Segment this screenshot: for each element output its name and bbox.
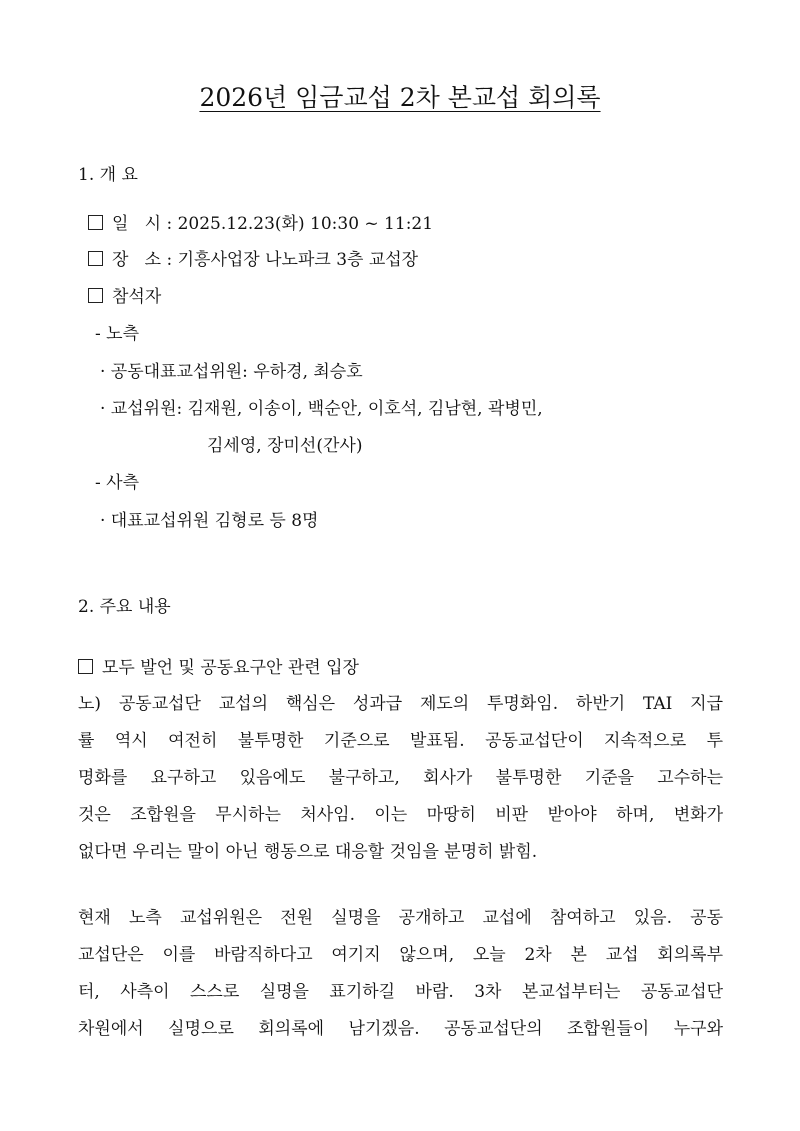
section-1-heading: 1. 개 요 — [78, 165, 138, 185]
place-label: 장 소 : — [112, 250, 173, 270]
place-value: 기흥사업장 나노파크 3층 교섭장 — [177, 250, 419, 270]
subheading-row — [78, 658, 359, 678]
paragraph-line: 차원에서 실명으로 회의록에 남기겠음. 공동교섭단의 조합원들이 누구와 — [78, 1019, 723, 1039]
paragraph-line: 명화를 요구하고 있음에도 불구하고, 회사가 불투명한 기준을 고수하는 — [78, 768, 723, 788]
paragraph-line: 률 역시 여전히 불투명한 기준으로 발표됨. 공동교섭단이 지속적으로 투 — [78, 731, 723, 751]
company-representatives: · 대표교섭위원 김형로 등 8명 — [100, 511, 319, 531]
checkbox-icon — [88, 215, 103, 230]
date-row — [88, 214, 433, 234]
attendees-label: 참석자 — [112, 287, 162, 307]
union-members-continued: 김세영, 장미선(간사) — [207, 436, 363, 456]
attendees-row — [88, 287, 161, 307]
paragraph-line: 교섭단은 이를 바람직하다고 여기지 않으며, 오늘 2차 본 교섭 회의록부 — [78, 945, 723, 965]
union-members: · 교섭위원: 김재원, 이송이, 백순안, 이호석, 김남현, 곽병민, — [100, 399, 543, 419]
paragraph-line: 것은 조합원을 무시하는 처사임. 이는 마땅히 비판 받아야 하며, 변화가 — [78, 805, 723, 825]
checkbox-icon — [88, 288, 103, 303]
paragraph-line: 현재 노측 교섭위원은 전원 실명을 공개하고 교섭에 참여하고 있음. 공동 — [78, 908, 723, 928]
union-side-label: - 노측 — [95, 324, 139, 344]
union-representatives: · 공동대표교섭위원: 우하경, 최승호 — [100, 362, 363, 382]
date-label: 일 시 : — [112, 214, 173, 234]
date-value: 2025.12.23(화) 10:30 ~ 11:21 — [177, 214, 434, 234]
paragraph-line: 터, 사측이 스스로 실명을 표기하길 바람. 3차 본교섭부터는 공동교섭단 — [78, 982, 723, 1002]
document-title: 2026년 임금교섭 2차 본교섭 회의록 — [199, 83, 601, 112]
checkbox-icon — [78, 659, 93, 674]
paragraph-line: 노) 공동교섭단 교섭의 핵심은 성과급 제도의 투명화임. 하반기 TAI 지급 — [78, 694, 723, 714]
section-2-heading: 2. 주요 내용 — [78, 597, 171, 617]
place-row — [88, 250, 418, 270]
company-side-label: - 사측 — [95, 473, 139, 493]
paragraph-line: 없다면 우리는 말이 아닌 행동으로 대응할 것임을 분명히 밝힘. — [78, 842, 538, 862]
subheading-text: 모두 발언 및 공동요구안 관련 입장 — [102, 658, 359, 678]
checkbox-icon — [88, 251, 103, 266]
